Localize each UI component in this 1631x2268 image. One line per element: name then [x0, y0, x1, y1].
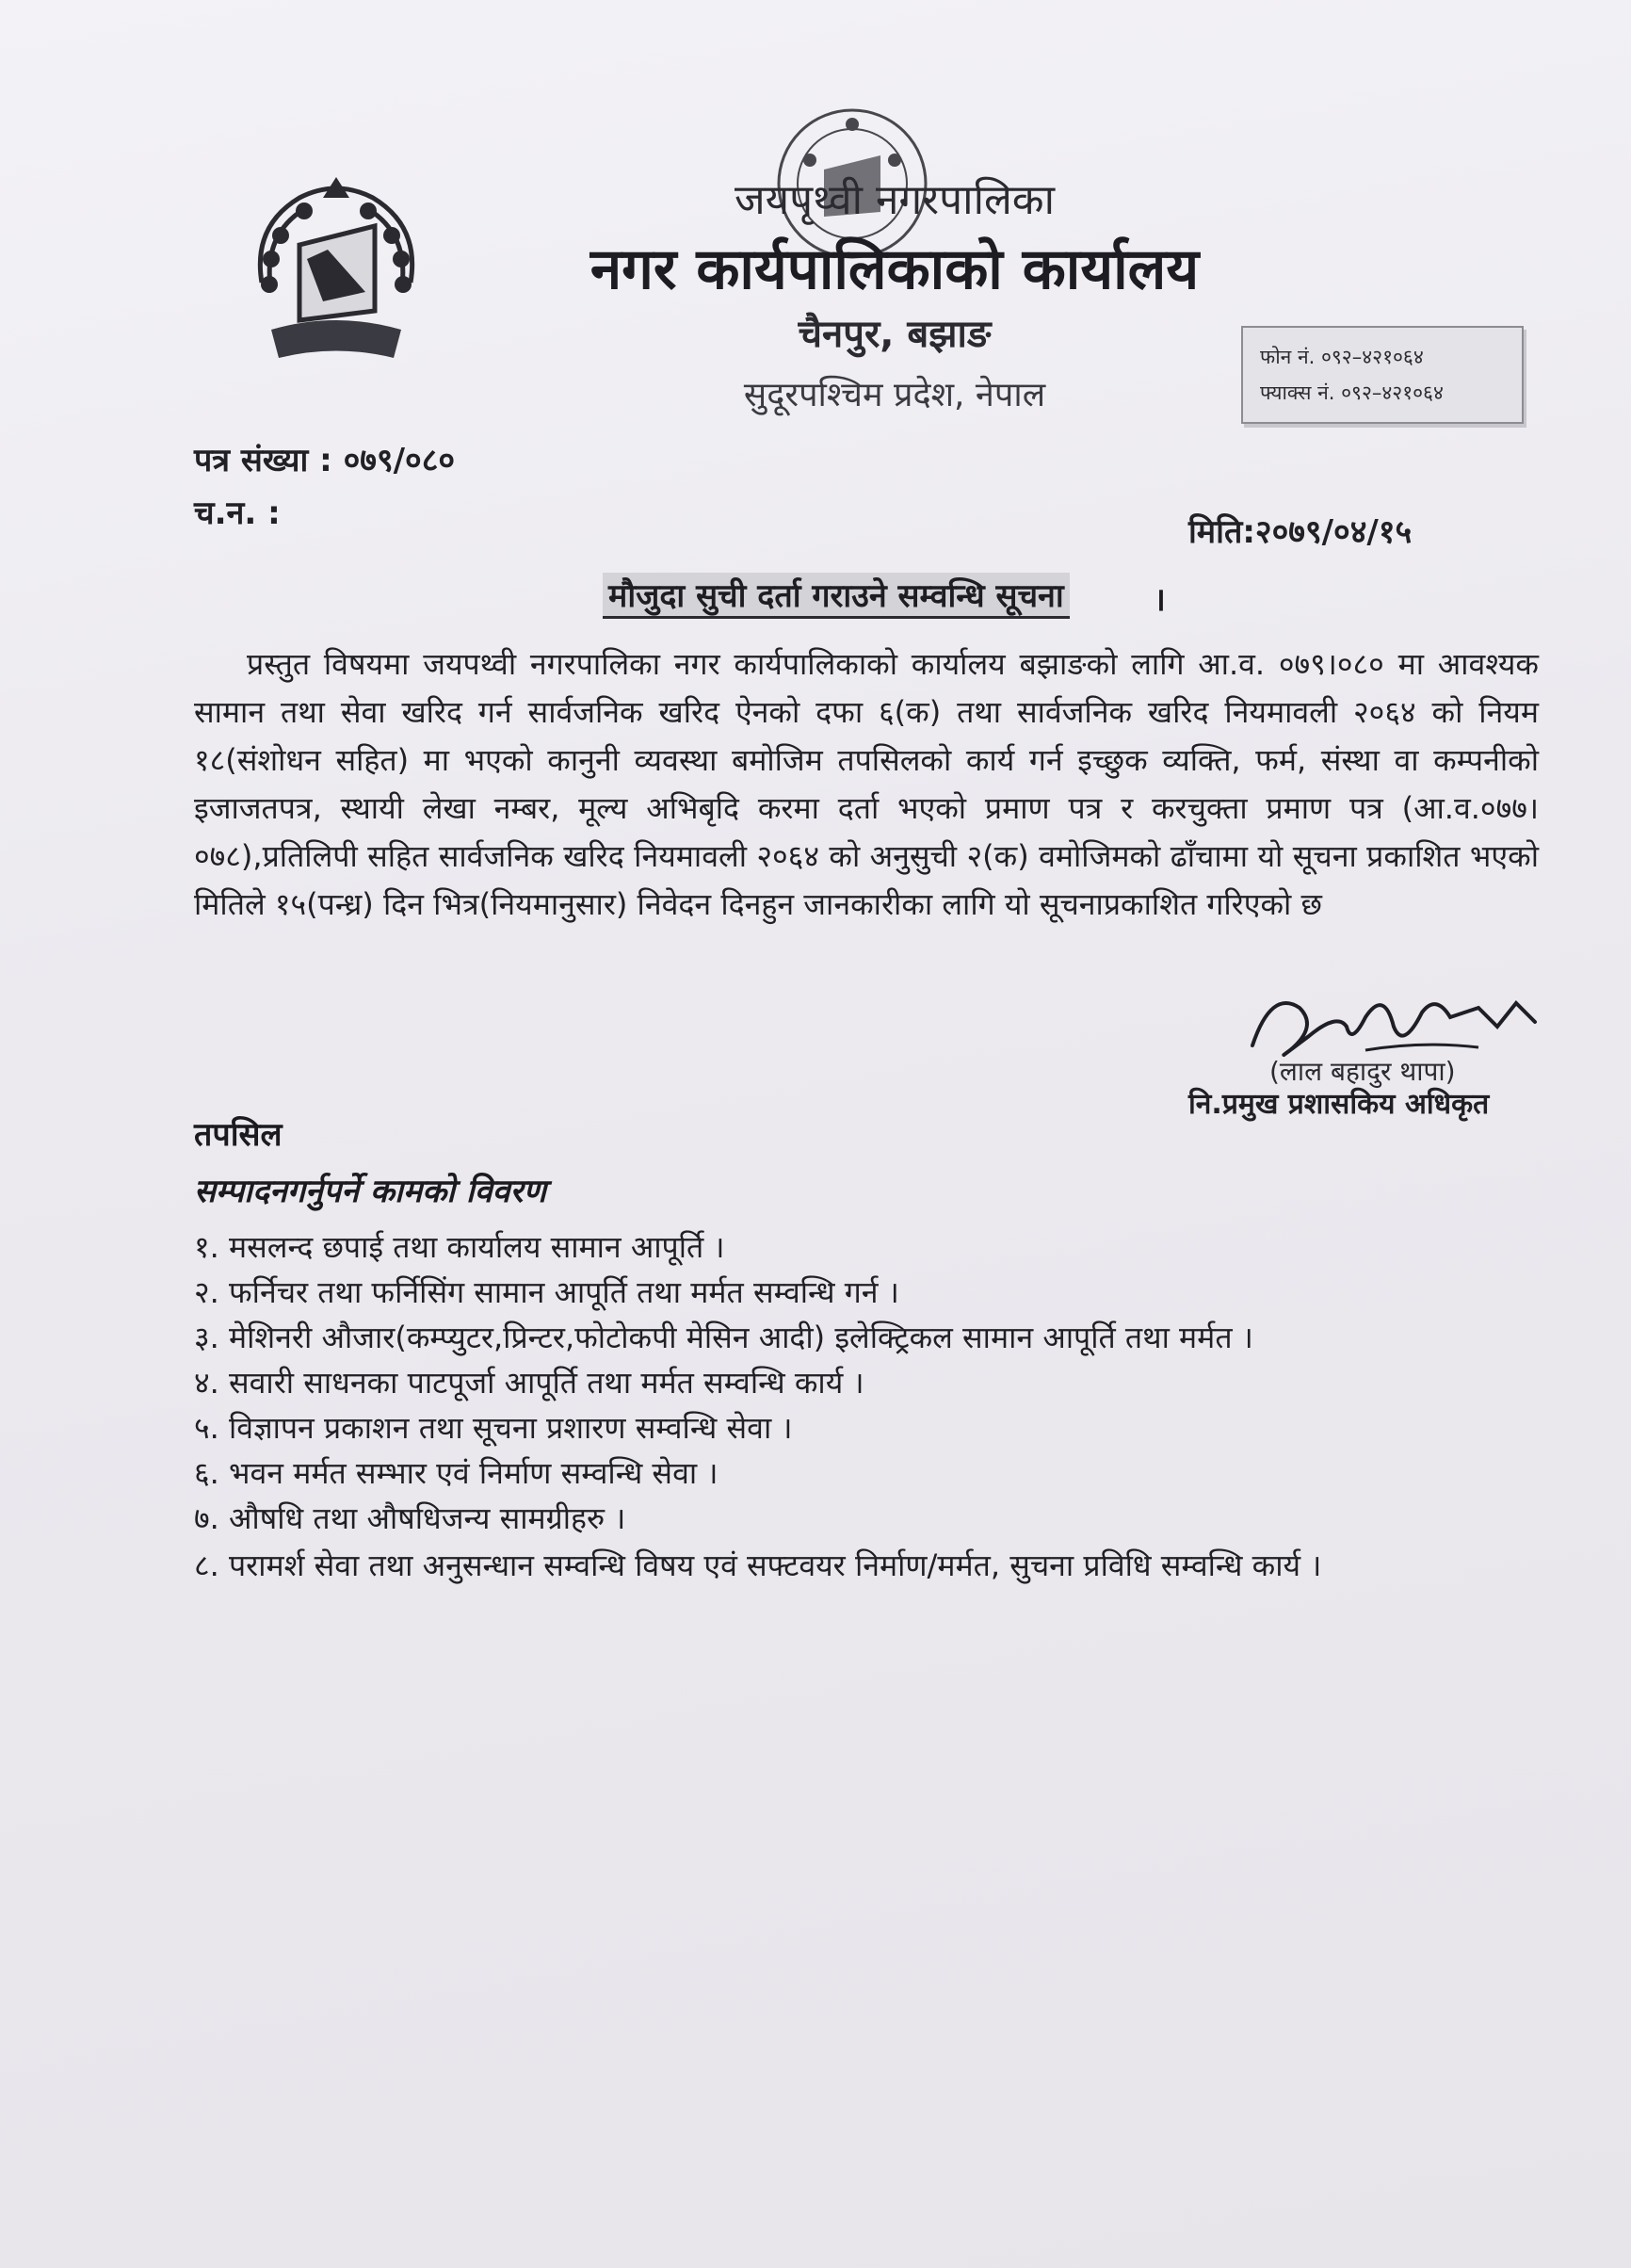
office-name: नगर कार्यपालिकाको कार्यालय	[589, 236, 1200, 302]
dispatch-number: च.न. :	[194, 494, 281, 532]
contact-box	[1241, 326, 1524, 424]
letter-ref-number: पत्र संख्या : ०७९/०८०	[194, 442, 456, 479]
list-item: ६. भवन मर्मत सम्भार एवं निर्माण सम्वन्धि सेवा ।	[194, 1455, 719, 1491]
province-name: सुदूरपश्चिम प्रदेश, नेपाल	[743, 376, 1046, 414]
list-item: ५. विज्ञापन प्रकाशन तथा सूचना प्रशारण सम्वन्धि सेवा ।	[194, 1410, 793, 1446]
schedule-label: तपसिल	[194, 1116, 283, 1154]
nepal-emblem-icon	[234, 170, 439, 377]
signatory-name: (लाल बहादुर थापा)	[1269, 1056, 1456, 1087]
letter-date: मिति:२०७९/०४/१५	[1188, 513, 1413, 551]
list-item: ३. मेशिनरी औजार(कम्प्युटर,प्रिन्टर,फोटोकपी मेसिन आदी) इलेक्ट्रिकल सामान आपूर्ति तथा मर्मत ।	[194, 1320, 1253, 1355]
fax-number: फ्याक्स नं. ०९२–४२१०६४	[1260, 381, 1444, 404]
signatory-designation: नि.प्रमुख प्रशासकिय अधिकृत	[1188, 1088, 1490, 1121]
list-item: ४. सवारी साधनका पाटपूर्जा आपूर्ति तथा मर्मत सम्वन्धि कार्य ।	[194, 1365, 864, 1401]
municipality-name: जयपृथ्वी नगरपालिका	[735, 176, 1055, 224]
notice-body: प्रस्तुत विषयमा जयपथ्वी नगरपालिका नगर कार्यपालिकाको कार्यालय बझाङको लागि आ.व. ०७९।०८० मा आवश्यक सामान तथा सेवा खरिद गर्न सार्वजनिक खरिद ऐनको दफा ६(क) तथा सार्वजनिक खरिद नियमावली २०६४ को नियम १८(संशोधन सहित) मा भएको कानुनी व्यवस्था बमोजिम तपसिलको कार्य गर्न इच्छुक व्यक्ति, फर्म, संस्था वा कम्पनीको इजाजतपत्र, स्थायी लेखा नम्बर, मूल्य अभिबृदि करमा दर्ता भएको प्रमाण पत्र र करचुक्ता प्रमाण पत्र (आ.व.०७७।०७८),प्रतिलिपी सहित सार्वजनिक खरिद नियमावली २०६४ को अनुसुची २(क) वमोजिमको ढाँचामा यो सूचना प्रकाशित भएको मितिले १५(पन्ध्र) दिन भित्र(नियमानुसार) निवेदन दिनहुन जानकारीका लागि यो सूचनाप्रकाशित गरिएको छ	[194, 646, 1539, 922]
work-items-list	[194, 1224, 1541, 1590]
notice-title-end: ।	[1154, 581, 1166, 619]
list-item: २. फर्निचर तथा फर्निसिंग सामान आपूर्ति तथा मर्मत सम्वन्धि गर्न ।	[194, 1274, 899, 1310]
list-item: ८. परामर्श सेवा तथा अनुसन्धान सम्वन्धि विषय एवं सफ्टवयर निर्माण/मर्मत, सुचना प्रविधि सम्वन्धि कार्य ।	[194, 1547, 1322, 1583]
schedule-subtitle: सम्पादनगर्नुपर्ने कामको विवरण	[194, 1173, 547, 1210]
list-item: १. मसलन्द छपाई तथा कार्यालय सामान आपूर्ति ।	[194, 1229, 725, 1265]
notice-title: मौजुदा सुची दर्ता गराउने सम्वन्धि सूचना	[603, 573, 1070, 619]
list-item: ७. औषधि तथा औषधिजन्य सामग्रीहरु ।	[194, 1500, 626, 1536]
town-name: चैनपुर, बझाङ	[798, 313, 992, 356]
phone-number: फोन नं. ०९२–४२१०६४	[1260, 346, 1424, 368]
